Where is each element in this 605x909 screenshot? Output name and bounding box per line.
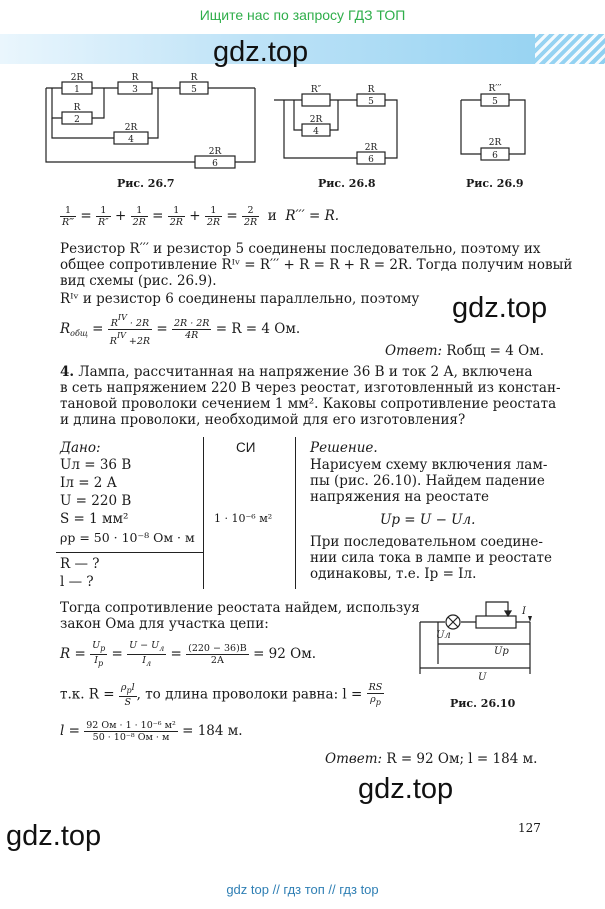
task-line: тановой проволоки сечением 1 мм². Каковы сопротивление реостата xyxy=(60,396,557,412)
figure-26-9 xyxy=(455,80,535,170)
fig8-label: 4 xyxy=(313,127,319,137)
footer-links[interactable]: gdz top // гдз топ // гдз top xyxy=(226,882,379,897)
paragraph-line: Rᴵᵛ и резистор 6 соединены параллельно, поэтому xyxy=(60,291,420,307)
watermark: gdz.top xyxy=(213,36,309,68)
fig9-label: R′′′ xyxy=(488,84,502,94)
figure-26-8 xyxy=(272,78,412,178)
solution-line: пы (рис. 26.10). Найдем падение xyxy=(310,473,545,489)
paragraph-line: Резистор R′′′ и резистор 5 соединены последовательно, поэтому их xyxy=(60,241,541,257)
equation-2: $R_{общ}$ = $\frac{R^{IV} \cdot 2R}{R^{IV} +2R}$ = $\frac{2R \cdot 2R}{4R}$ = R = 4 Ом. xyxy=(60,313,301,347)
fig7-label: 4 xyxy=(128,135,134,145)
table-divider xyxy=(56,552,203,553)
text-line: Тогда сопротивление реостата найдем, используя xyxy=(60,600,420,616)
text-line: закон Ома для участка цепи: xyxy=(60,616,269,632)
fig7-label: 2 xyxy=(74,115,80,125)
fig8-label: 6 xyxy=(368,155,374,165)
fig7-label: R xyxy=(73,103,81,113)
solution-line: При последовательном соедине- xyxy=(310,534,543,550)
fig8-label: 5 xyxy=(368,97,374,107)
find-item: l — ? xyxy=(60,574,94,590)
fig9-caption: Рис. 26.9 xyxy=(466,177,524,190)
fig8-label: R″ xyxy=(310,85,322,95)
answer-2: Ответ: R = 92 Ом; l = 184 м. xyxy=(325,751,538,767)
fig7-label: 2R xyxy=(208,147,222,157)
equation-s: т.к. R = $\frac{\rho_рl}{S}$ , то длина проволоки равна: l = $\frac{RS}{\rho_р}$ xyxy=(60,682,383,708)
solution-line: Нарисуем схему включения лам- xyxy=(310,457,548,473)
si-value: 1 · 10⁻⁶ м² xyxy=(214,512,273,525)
fig8-label: 2R xyxy=(309,115,323,125)
fig9-label: 6 xyxy=(492,151,498,161)
equation-l: l = $\frac{\text{92 Ом · 1 · 10⁻⁶ м²}}{\text{50 · 10⁻⁸ Ом · м}}$ = 184 м. xyxy=(60,720,243,743)
fig7-label: 5 xyxy=(191,85,197,95)
fig10-label: I xyxy=(522,606,526,617)
fig10-caption: Рис. 26.10 xyxy=(450,697,516,710)
solution-line: напряжения на реостате xyxy=(310,489,490,505)
find-item: R — ? xyxy=(60,556,100,572)
fig7-label: R xyxy=(190,73,198,83)
fig9-label: 5 xyxy=(492,97,498,107)
fig8-label: R xyxy=(367,85,375,95)
equation-1: $\frac{1}{R‴}$ = $\frac{1}{R''}$ + $\frac{1}{2R}$ = $\frac{1}{2R}$ + $\frac{1}{2R}$ = $\frac{2}{2R}$ и R′′′ = R. xyxy=(62,205,340,228)
given-item: U = 220 В xyxy=(60,493,132,509)
page-number: 127 xyxy=(518,821,541,835)
solution-line: одинаковы, т.е. Iр = Iл. xyxy=(310,566,477,582)
task-line: в сеть напряжением 220 В через реостат, изготовленный из констан- xyxy=(60,380,561,396)
given-header: Дано: xyxy=(60,440,101,456)
solution-header: Решение. xyxy=(310,440,378,456)
fig7-label: R xyxy=(131,73,139,83)
fig7-caption: Рис. 26.7 xyxy=(117,177,175,190)
task-line: и длина проволоки, необходимой для его изготовления? xyxy=(60,412,466,428)
given-item: S = 1 мм² xyxy=(60,511,129,527)
fig10-label: Uр xyxy=(494,646,509,657)
table-divider xyxy=(203,437,204,589)
task-line: 4. Лампа, рассчитанная на напряжение 36 В и ток 2 А, включена xyxy=(60,364,533,380)
fig9-label: 2R xyxy=(488,138,502,148)
equation-r: R = $\frac{U_р}{I_р}$ = $\frac{U - U_л}{I_л}$ = $\frac{(220 - 36)В}{2А}$ = 92 Ом. xyxy=(60,640,316,668)
figure-26-10 xyxy=(418,594,548,694)
answer-1: Ответ: Rобщ = 4 Ом. xyxy=(385,343,544,359)
top-banner[interactable]: Ищите нас по запросу ГДЗ ТОП xyxy=(199,7,406,23)
given-item: Iл = 2 А xyxy=(60,475,117,491)
fig10-label: Uл xyxy=(436,630,451,641)
fig7-label: 1 xyxy=(74,85,80,95)
fig8-caption: Рис. 26.8 xyxy=(318,177,376,190)
figure-26-7 xyxy=(40,70,270,190)
table-divider xyxy=(295,437,296,589)
fig7-label: 3 xyxy=(132,85,138,95)
fig7-label: 6 xyxy=(212,159,218,169)
fig10-label: U xyxy=(478,672,487,683)
paragraph-line: вид схемы (рис. 26.9). xyxy=(60,273,217,289)
watermark: gdz.top xyxy=(6,820,102,852)
watermark: gdz.top xyxy=(452,292,548,324)
header-stripes xyxy=(535,34,605,64)
given-item: Uл = 36 В xyxy=(60,457,132,473)
paragraph-line: общее сопротивление Rᴵᵛ = R′′′ + R = R + R = 2R. Тогда получим новый xyxy=(60,257,573,273)
watermark: gdz.top xyxy=(358,773,454,805)
fig8-label: 2R xyxy=(364,143,378,153)
solution-line: нии сила тока в лампе и реостате xyxy=(310,550,553,566)
solution-equation: Uр = U − Uл. xyxy=(380,512,476,528)
fig7-label: 2R xyxy=(124,123,138,133)
fig7-label: 2R xyxy=(70,73,84,83)
given-item: ρр = 50 · 10⁻⁸ Ом · м xyxy=(60,530,195,545)
si-header: СИ xyxy=(236,440,256,455)
